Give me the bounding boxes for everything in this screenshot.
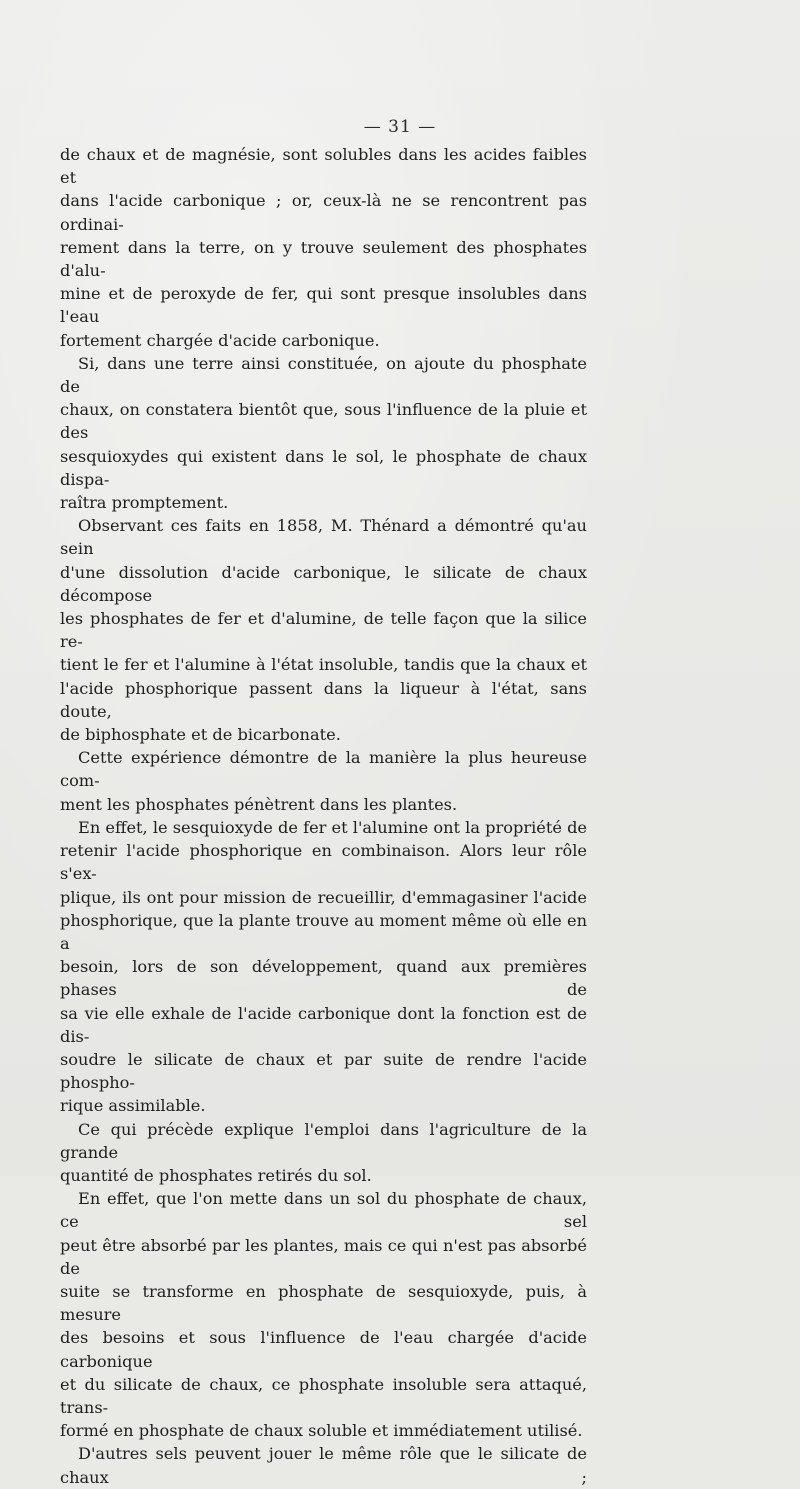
text-line: Observant ces faits en 1858, M. Thénard a démontré qu'au sein bbox=[60, 516, 587, 559]
text-line: phosphorique, que la plante trouve au moment même où elle en a bbox=[60, 910, 587, 953]
text-line: de biphosphate et de bicarbonate. bbox=[60, 725, 341, 745]
text-line: chaux, on constatera bientôt que, sous l'influence de la pluie et des bbox=[60, 400, 587, 443]
text-line: rement dans la terre, on y trouve seulement des phosphates d'alu- bbox=[60, 237, 587, 281]
text-line: Si, dans une terre ainsi constituée, on ajoute du phosphate de bbox=[60, 353, 587, 397]
paragraph bbox=[60, 143, 587, 352]
text-line: ment les phosphates pénètrent dans les plantes. bbox=[60, 794, 458, 814]
text-line: rique assimilable. bbox=[60, 1096, 206, 1116]
paragraph bbox=[60, 1118, 587, 1188]
text-line: peut être absorbé par les plantes, mais ce qui n'est pas absorbé de bbox=[60, 1235, 587, 1278]
text-line: et du silicate de chaux, ce phosphate insoluble sera attaqué, trans- bbox=[60, 1374, 587, 1417]
text-line: Cette expérience démontre de la manière la plus heureuse com- bbox=[60, 748, 587, 791]
text-line: mine et de peroxyde de fer, qui sont presque insolubles dans l'eau bbox=[60, 284, 587, 327]
paragraph bbox=[60, 746, 587, 816]
text-line: dans l'acide carbonique ; or, ceux-là ne se rencontrent pas ordinai- bbox=[60, 191, 587, 234]
text-line: sesquioxydes qui existent dans le sol, le phosphate de chaux dispa- bbox=[60, 446, 587, 489]
text-line: besoin, lors de son développement, quand aux premières phases de bbox=[60, 957, 587, 1000]
text-line: retenir l'acide phosphorique en combinaison. Alors leur rôle s'ex- bbox=[60, 841, 587, 884]
text-line: les phosphates de fer et d'alumine, de telle façon que la silice re- bbox=[60, 609, 587, 652]
paragraph bbox=[60, 1187, 587, 1442]
paragraph bbox=[60, 816, 587, 1118]
text-line: d'une dissolution d'acide carbonique, le silicate de chaux décompose bbox=[60, 562, 587, 605]
text-line: En effet, que l'on mette dans un sol du phosphate de chaux, ce sel bbox=[60, 1189, 587, 1232]
text-line: plique, ils ont pour mission de recueillir, d'emmagasiner l'acide bbox=[60, 887, 587, 907]
text-line: de chaux et de magnésie, sont solubles dans les acides faibles et bbox=[60, 145, 587, 188]
text-line: raîtra promptement. bbox=[60, 493, 229, 513]
text-line: fortement chargée d'acide carbonique. bbox=[60, 330, 380, 350]
text-line: tient le fer et l'alumine à l'état insoluble, tandis que la chaux et bbox=[60, 655, 587, 675]
paragraph bbox=[60, 1442, 587, 1488]
text-line: soudre le silicate de chaux et par suite de rendre l'acide phospho- bbox=[60, 1049, 587, 1093]
text-line: Ce qui précède explique l'emploi dans l'agriculture de la grande bbox=[60, 1119, 587, 1162]
text-line: formé en phosphate de chaux soluble et immédiatement utilisé. bbox=[60, 1421, 583, 1441]
text-line: l'acide phosphorique passent dans la liqueur à l'état, sans doute, bbox=[60, 678, 587, 721]
text-line: En effet, le sesquioxyde de fer et l'alumine ont la propriété de bbox=[78, 817, 588, 837]
page-number: — 31 — bbox=[363, 117, 437, 137]
paragraph bbox=[60, 514, 587, 746]
text-line: D'autres sels peuvent jouer le même rôle que le silicate de chaux ; bbox=[60, 1444, 587, 1487]
body-text bbox=[60, 143, 587, 1489]
text-line: suite se transforme en phosphate de sesquioxyde, puis, à mesure bbox=[60, 1281, 587, 1325]
text-line: sa vie elle exhale de l'acide carbonique dont la fonction est de dis- bbox=[60, 1003, 587, 1046]
paragraph bbox=[60, 352, 587, 514]
text-line: des besoins et sous l'influence de l'eau chargée d'acide carbonique bbox=[60, 1328, 587, 1371]
text-line: quantité de phosphates retirés du sol. bbox=[60, 1165, 372, 1185]
